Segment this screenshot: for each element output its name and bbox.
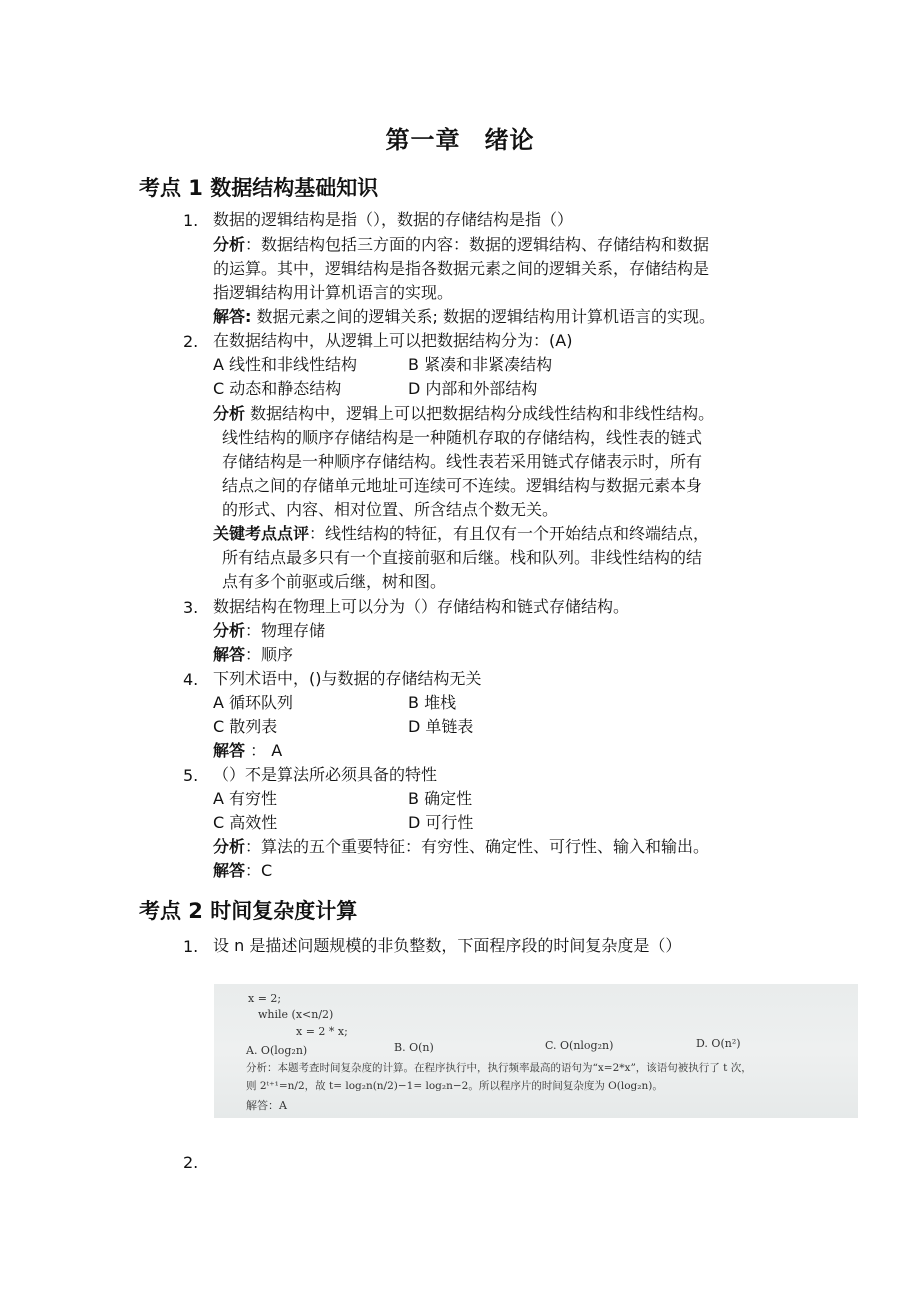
analysis-line: [213, 619, 325, 643]
analysis-text: ：物理存储: [245, 621, 326, 640]
option: A 线性和非线性结构: [213, 355, 358, 374]
question-text: 在数据结构中，从逻辑上可以把数据结构分为：(A): [213, 331, 573, 350]
option: D 单链表: [408, 717, 474, 736]
answer-text: ：C: [245, 861, 273, 880]
option: C 高效性: [213, 813, 278, 832]
key-point-line: [213, 522, 709, 546]
question-text: 数据结构在物理上可以分为（）存储结构和链式存储结构。: [213, 597, 630, 616]
analysis-line: 指逻辑结构用计算机语言的实现。: [213, 283, 454, 302]
analysis-line: 存储结构是一种顺序存储结构。线性表若采用链式存储表示时，所有: [222, 452, 703, 471]
question-number: 5.: [183, 766, 199, 785]
analysis-line: 线性结构的顺序存储结构是一种随机存取的存储结构，线性表的链式: [222, 428, 703, 447]
analysis-line: 的运算。其中，逻辑结构是指各数据元素之间的逻辑关系，存储结构是: [213, 259, 710, 278]
key-point-line: 点有多个前驱或后继，树和图。: [222, 572, 447, 591]
analysis-line: [213, 402, 714, 426]
answer-line: 解答：A: [246, 1099, 287, 1112]
question-text: 设 n 是描述问题规模的非负整数，下面程序段的时间复杂度是（）: [213, 936, 682, 955]
option: B 确定性: [408, 789, 473, 808]
answer-text: ：顺序: [245, 645, 294, 664]
question-number: 1.: [183, 211, 199, 230]
question-number: 4.: [183, 670, 199, 689]
section-heading: 考点 2 时间复杂度计算: [139, 899, 358, 923]
analysis-line: [213, 835, 709, 859]
analysis-label: 分析: [213, 621, 246, 640]
question-text: 数据的逻辑结构是指（），数据的存储结构是指（）: [213, 210, 574, 229]
answer-line: [213, 739, 282, 763]
question-text: 下列术语中，()与数据的存储结构无关: [213, 669, 482, 688]
question-number: 3.: [183, 598, 199, 617]
question-text: （）不是算法所必须具备的特性: [213, 765, 438, 784]
option: A. O(log₂n): [246, 1044, 308, 1057]
answer-line: [213, 859, 272, 883]
key-point-text: ：线性结构的特征，有且仅有一个开始结点和终端结点，: [309, 524, 710, 543]
question-number: 2.: [183, 1153, 199, 1172]
option: C 散列表: [213, 717, 278, 736]
analysis-label: 分析: [213, 404, 246, 423]
analysis-line: 的形式、内容、相对位置、所含结点个数无关。: [222, 500, 559, 519]
chapter-title: [0, 120, 920, 155]
answer-text: ： A: [245, 741, 283, 760]
answer-label: 解答: [213, 741, 246, 760]
answer-label: 解答:: [213, 307, 252, 326]
answer-text: 数据元素之间的逻辑关系; 数据的逻辑结构用计算机语言的实现。: [251, 307, 715, 326]
option: C 动态和静态结构: [213, 379, 342, 398]
option: D 内部和外部结构: [408, 379, 538, 398]
chapter-name: 绪论: [484, 125, 535, 154]
option: D 可行性: [408, 813, 474, 832]
option: C. O(nlog₂n): [545, 1039, 614, 1052]
option: B 紧凑和非紧凑结构: [408, 355, 553, 374]
analysis-text: ：数据结构包括三方面的内容：数据的逻辑结构、存储结构和数据: [245, 235, 710, 254]
code-line: while (x<n/2): [258, 1008, 334, 1021]
analysis-line: 分析：本题考查时间复杂度的计算。在程序执行中，执行频率最高的语句为“x=2*x”，该语句被执行了 t 次，: [246, 1062, 752, 1074]
code-line: x = 2 * x;: [296, 1025, 348, 1038]
analysis-line: [213, 233, 709, 257]
key-point-label: 关键考点点评: [213, 524, 310, 543]
key-point-line: 所有结点最多只有一个直接前驱和后继。栈和队列。非线性结构的结: [222, 548, 703, 567]
code-line: x = 2;: [248, 992, 282, 1005]
analysis-line: 则 2ᵗ⁺¹=n/2，故 t= log₂n(n/2)−1= log₂n−2。所以程序片的时间复杂度为 O(log₂n)。: [246, 1080, 663, 1092]
question-number: 1.: [183, 937, 199, 956]
option: A 有穷性: [213, 789, 278, 808]
answer-line: [213, 305, 715, 329]
chapter-number: 第一章: [385, 125, 461, 154]
answer-line: [213, 643, 293, 667]
analysis-label: 分析: [213, 837, 246, 856]
section-heading: 考点 1 数据结构基础知识: [139, 176, 379, 200]
analysis-text: ：算法的五个重要特征：有穷性、确定性、可行性、输入和输出。: [245, 837, 710, 856]
question-number: 2.: [183, 332, 199, 351]
option: D. O(n²): [696, 1037, 741, 1050]
scanned-figure: [214, 984, 858, 1118]
analysis-label: 分析: [213, 235, 246, 254]
analysis-line: 结点之间的存储单元地址可连续可不连续。逻辑结构与数据元素本身: [222, 476, 703, 495]
analysis-text: 数据结构中，逻辑上可以把数据结构分成线性结构和非线性结构。: [245, 404, 715, 423]
option: B. O(n): [394, 1041, 434, 1054]
option: B 堆栈: [408, 693, 457, 712]
answer-label: 解答: [213, 861, 246, 880]
option: A 循环队列: [213, 693, 294, 712]
answer-label: 解答: [213, 645, 246, 664]
